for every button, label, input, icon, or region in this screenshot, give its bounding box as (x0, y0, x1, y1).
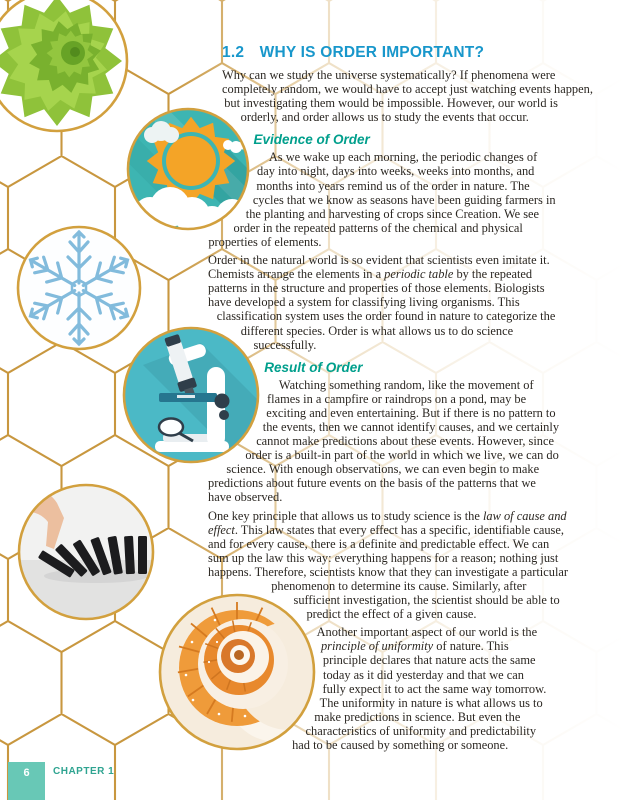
chapter-label: CHAPTER 1 (53, 766, 115, 777)
body-paragraph-intro: Why can we study the universe systematically? If phenomena were completely random, we would have to accept just watching events happen, but investigating them would be impossible. However, our world is orderly, and order allows us to study the events that occur. (222, 68, 593, 125)
figure-dominoes (19, 484, 154, 620)
text-segment: One key principle that allows us to study science is the (208, 508, 483, 523)
figure-romanesco-broccoli (0, 0, 133, 137)
page-number: 6 (23, 767, 30, 779)
figure-snowflake (18, 227, 140, 349)
subheading-evidence-of-order: Evidence of Order (253, 132, 370, 148)
text-column (208, 44, 594, 758)
text-segment: . This law states that every effect has a specific, identifiable cause, and for every cause, there is a definite and predictable effect. We can sum up the law this way: everything happens for a reason; nothing just happens. Therefore, scientists know that they can investigate a particular phenomenon to determine its cause. Similarly, after sufficient investigation, the scientist should be able to predict the effect of a given cause. (208, 522, 569, 622)
section-title: WHY IS ORDER IMPORTANT? (259, 44, 485, 61)
text-segment: by the repeated patterns in the structure and properties of those elements. Biologists have developed a system for classifying living organisms. This classification system uses the order found in nature to categorize the different species. Order is what allows us to do science successfully. (208, 267, 556, 352)
body-paragraph-result: Watching something random, like the movement of flames in a campfire or raindrops on a pond, may be exciting and even entertaining. But if there is no pattern to the events, then we cannot identify causes, and we certainly cannot make predictions about these events. However, since order is a built-in part of the world in which we live, we can do science. With enough observations, we can even begin to make predictions about future events on the basis of the patterns that we have observed. (208, 377, 560, 505)
text-segment: Another important aspect of our world is the (316, 625, 538, 640)
text-segment-italic: principle of uniformity (320, 639, 434, 654)
page-number-badge (8, 762, 45, 800)
body-paragraph-scientists-imitate (208, 253, 568, 352)
text-segment-italic: periodic table (384, 267, 454, 282)
body-paragraph-evidence: As we wake up each morning, the periodic changes of day into night, days into weeks, weeks into months, and months into years remind us of the order in nature. The cycles that we know as seasons have been guiding farmers in the planting and harvesting of crops since Creation. We see order in the repeated patterns of the chemical and physical properties of elements. (208, 150, 556, 249)
section-number: 1.2 (222, 44, 245, 61)
text-segment-italic: law of cause and effect (208, 508, 567, 537)
subheading-result-of-order: Result of Order (264, 359, 363, 375)
text-segment: Order in the natural world is so evident that scientists even imitate it. Chemists arrange the elements in a (208, 253, 550, 282)
section-heading (208, 44, 594, 61)
text-segment: of nature. This principle declares that nature acts the same today as it did yesterday and that we can fully expect it to act the same way tomorrow. The uniformity in nature is what allows us to make predictions in science. But even the characteristics of uniformity and predictability had to be caused by something or someone. (292, 639, 547, 753)
